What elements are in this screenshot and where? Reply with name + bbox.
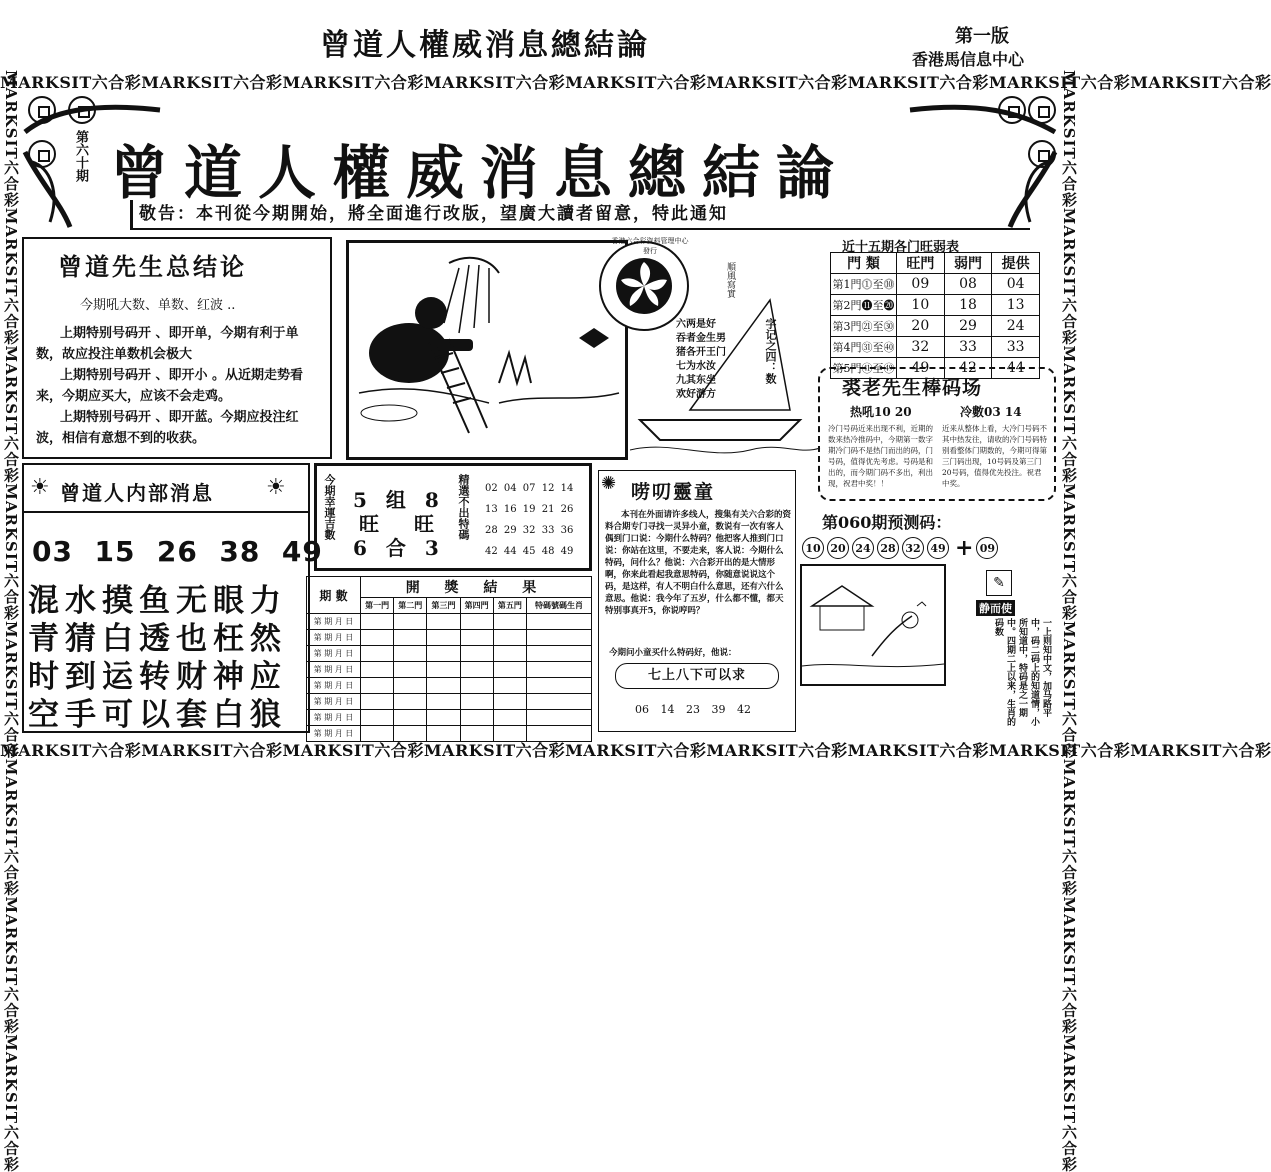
results-cell [394,614,427,630]
header-title: 曾道人權威消息總結論 [320,28,650,63]
forecast-ball: 10 [802,537,824,559]
masthead-title: 曾道人權威消息總結論 [110,139,851,207]
inside-line: 混水摸鱼无眼力 [28,583,287,619]
results-cell [361,662,394,678]
bear-illustration [346,240,628,460]
results-cell [493,662,526,678]
notice-bar [130,200,1030,230]
inside-box [22,463,323,733]
bear-scene-image [349,243,625,457]
results-cell [460,726,493,742]
summary-subtitle: 今期吼大数、单数、红波 .. [80,298,236,313]
quiet-label: 静而使 [976,600,1015,616]
issue-number: 第六十期 [73,130,88,182]
poem-line: 猪各开王门 [676,347,726,358]
results-cell [460,678,493,694]
poem-block [676,318,756,402]
summary-paragraph: 上期特别号码开 、即开小 。从近期走势看来，今期应买大，应该不会走鸡。 [36,368,304,404]
results-row-label: 第 期 月 日 [307,726,361,742]
results-cell [493,710,526,726]
odds-door: 第2門⓫至⓴ [831,295,897,316]
results-cell [394,710,427,726]
lucky-row: 5 组 8 [353,488,445,512]
elder-cold: 冷數03 14 [960,405,1022,419]
top-marquee: MARKSIT六合彩MARKSIT六合彩MARKSIT六合彩MARKSIT六合彩MARKSIT六合彩MARKSIT六合彩MARKSIT六合彩MARKSIT六合彩MARKSIT六合彩 [0,73,1271,92]
pavilion-scene-image [802,566,944,684]
odds-header: 門 類 [831,253,897,274]
results-cell [361,614,394,630]
results-row-label: 第 期 月 日 [307,646,361,662]
gossip-answer: 七上八下可以求 [647,668,746,683]
forecast-special-ball: 09 [976,537,998,559]
forecast-ball: 28 [877,537,899,559]
sun-icon: ☀ [266,475,286,500]
odds-value: 10 [897,295,945,316]
results-row [307,630,592,646]
results-cell [361,678,394,694]
odds-value: 33 [944,337,992,358]
odds-value: 29 [944,316,992,337]
results-cell [427,694,460,710]
pick-row: 02 04 07 12 14 [485,483,574,494]
odds-row [831,316,1040,337]
odds-value: 13 [992,295,1040,316]
results-subheader: 第四門 [460,598,493,614]
results-cell [427,662,460,678]
odds-row [831,337,1040,358]
odds-value: 08 [944,274,992,295]
odds-door: 第5門㊶至㊾ [831,358,897,379]
odds-value: 09 [897,274,945,295]
results-cell [460,646,493,662]
forecast-ball: 32 [902,537,924,559]
forecast-ball: 49 [927,537,949,559]
results-cell [493,694,526,710]
forecast-title: 第060期预测码： [822,513,952,532]
results-cell [427,646,460,662]
results-cell [394,678,427,694]
results-cell [460,710,493,726]
results-cell [493,726,526,742]
inside-title: 曾道人内部消息 [60,481,214,505]
results-cell [460,694,493,710]
poem-line: 欢好游方 [676,389,716,400]
odds-value: 18 [944,295,992,316]
odds-table-title: 近十五期各门旺弱表 [842,240,960,255]
results-cell [394,630,427,646]
results-cell [427,710,460,726]
results-cell [526,678,591,694]
odds-value: 42 [944,358,992,379]
results-subheader: 第三門 [427,598,460,614]
inside-line: 青猜白透也枉然 [28,621,287,657]
lucky-label: 今期幸運吉數 [323,474,336,540]
summary-title: 曾道先生总结论 [58,252,247,281]
sparkle-icon: ✺ [601,473,617,494]
odds-door: 第1門⓵至⓾ [831,274,897,295]
results-cell [493,614,526,630]
odds-header: 提供 [992,253,1040,274]
results-cell [526,646,591,662]
pick-row: 28 29 32 33 36 [485,525,574,536]
bottom-marquee: MARKSIT六合彩MARKSIT六合彩MARKSIT六合彩MARKSIT六合彩MARKSIT六合彩MARKSIT六合彩MARKSIT六合彩MARKSIT六合彩MARKSIT六合彩 [0,741,1271,760]
emblem-tag: 順風寫實 [725,262,735,298]
odds-value: 33 [992,337,1040,358]
elder-title: 裘老先生棒码场 [842,377,983,399]
results-cell [361,646,394,662]
poem-line: 七为水汝 [676,361,716,372]
poem-line: 六两是好 [676,319,716,330]
sun-icon: ☀ [30,475,50,500]
results-cell [526,630,591,646]
odds-value: 44 [992,358,1040,379]
results-cell [526,726,591,742]
pick-row: 42 44 45 48 49 [485,546,574,557]
results-row-label: 第 期 月 日 [307,662,361,678]
results-cell [427,614,460,630]
quiet-panel [950,564,1056,734]
results-row [307,710,592,726]
results-row [307,694,592,710]
forecast-ball: 24 [852,537,874,559]
lucky-row: 旺 旺 [359,512,448,536]
odds-row [831,274,1040,295]
lucky-row: 6 合 3 [353,536,445,560]
pick-label: 精選不出特碼 [457,474,470,540]
odds-row [831,295,1040,316]
results-cell [394,646,427,662]
odds-value: 32 [897,337,945,358]
plus-icon: + [955,535,974,561]
odds-value: 20 [897,316,945,337]
results-cell [493,630,526,646]
results-row-label: 第 期 月 日 [307,694,361,710]
emblem-ring-text: 香港六合彩資料管理中心發行 [611,237,689,255]
results-cell [460,614,493,630]
inside-numbers: 03 15 26 38 49 [32,535,323,568]
inside-line: 空手可以套白狼 [28,697,287,733]
forecast-balls [802,535,1001,561]
results-row [307,662,592,678]
pick-row: 13 16 19 21 26 [485,504,574,515]
elder-hot: 热吼10 20 [850,405,912,419]
edition-label: 第一版 [955,26,1009,47]
results-cell [526,662,591,678]
odds-door: 第3門㉑至㉚ [831,316,897,337]
results-header: 開 獎 結 果 [361,577,592,598]
elder-box [818,367,1056,501]
summary-box [22,237,332,459]
results-cell [427,630,460,646]
poem-line: 吞者金生男 [676,333,726,344]
results-subheader: 特碼號碼生肖 [526,598,591,614]
results-cell [526,614,591,630]
gossip-numbers: 06 14 23 39 42 [635,703,751,716]
results-cell [526,694,591,710]
poem-side-label: 字记之四：数 [764,318,777,384]
results-cell [460,662,493,678]
results-table [306,576,592,742]
results-row-label: 第 期 月 日 [307,678,361,694]
results-cell [394,694,427,710]
forecast-ball: 20 [827,537,849,559]
results-cell [493,646,526,662]
lucky-box [314,463,592,571]
results-cell [493,678,526,694]
elder-right-text: 近来从整体上看，大冷门号码不其中热发往，请收的冷门号码特别看整体门期数的，今期可得第三门码出现，10号码及第三门20号码，值得优先投注。祝君中奖。 [942,424,1047,488]
summary-paragraph: 上期特别号码开 、即开蓝。今期应投注红波，相信有意想不到的收获。 [36,410,299,446]
brush-icon: ✎ [986,570,1012,596]
results-cell [427,726,460,742]
results-cell [394,662,427,678]
results-row-label: 第 期 月 日 [307,710,361,726]
odds-value: 49 [897,358,945,379]
gossip-title: 唠叨靈童 [631,481,716,503]
results-subheader: 第二門 [394,598,427,614]
pick-grid [485,478,591,562]
summary-paragraph: 上期特别号码开 、即开单，今期有利于单数，故应投注单数机会极大 [36,326,299,362]
results-subheader: 第五門 [493,598,526,614]
results-row [307,646,592,662]
results-row [307,678,592,694]
results-subheader: 第一門 [361,598,394,614]
gossip-question: 今期问小童买什么特码好，他说： [609,648,737,658]
odds-value: 04 [992,274,1040,295]
odds-table [830,252,1040,379]
results-cell [526,710,591,726]
gossip-box [598,470,796,732]
odds-header: 旺門 [897,253,945,274]
results-period-header: 期 數 [307,577,361,614]
inside-line: 时到运转财神应 [28,659,287,695]
results-cell [361,630,394,646]
results-cell [361,710,394,726]
publisher-label: 香港馬信息中心 [912,50,1025,69]
results-cell [427,678,460,694]
gossip-text: 本刊在外面请许多线人，搜集有关六合彩的资料合期专门寻找一灵异小童，数说有一次有客人偶到门口说：今期什么特码？他把客人推到门口说：你站在这里，不要走来，客人说：今期什么特码，问什么？他说：六合彩开出的是大情形啊，你来此看起我意思特码，你随意说说这个码，是这样，有人不明白什么意思，还有六什么意思。他说：我今年了五岁，什么都不懂，都天特别事真开5，你说哼吗？ [605,510,792,616]
right-marquee: MARKSIT六合彩MARKSIT六合彩MARKSIT六合彩MARKSIT六合彩MARKSIT六合彩MARKSIT六合彩MARKSIT六合彩MARKSIT六合彩 [1060,70,1078,1172]
poem-line: 九其东坐 [676,375,716,386]
quiet-text: 一上则知中文，加马路平中，码二码上的知道情，小所知道中，特码是之一期中。四期二上以来，生肖的码数 [993,618,1051,726]
odds-door: 第4門㉛至㊵ [831,337,897,358]
results-row [307,614,592,630]
results-cell [361,726,394,742]
results-row-label: 第 期 月 日 [307,614,361,630]
results-cell [394,726,427,742]
results-row [307,726,592,742]
left-marquee: MARKSIT六合彩MARKSIT六合彩MARKSIT六合彩MARKSIT六合彩MARKSIT六合彩MARKSIT六合彩MARKSIT六合彩MARKSIT六合彩 [2,70,20,1172]
results-cell [361,694,394,710]
scene-box [800,564,946,686]
results-cell [460,630,493,646]
notice-text: 敬告：本刊從今期開始，將全面進行改版，望廣大讀者留意，特此通知 [139,204,728,224]
odds-header: 弱門 [944,253,992,274]
results-row-label: 第 期 月 日 [307,630,361,646]
gossip-answer-box [615,663,779,689]
elder-left-text: 冷门号码近来出现不利，近期的数来热冷推码中，今期第一数字期冷门码不是热门而出的码，门号码，值得优先考虑。号码是和出的，而今期门码不多出，利出现，祝君中奖！！ [828,424,933,488]
odds-value: 24 [992,316,1040,337]
